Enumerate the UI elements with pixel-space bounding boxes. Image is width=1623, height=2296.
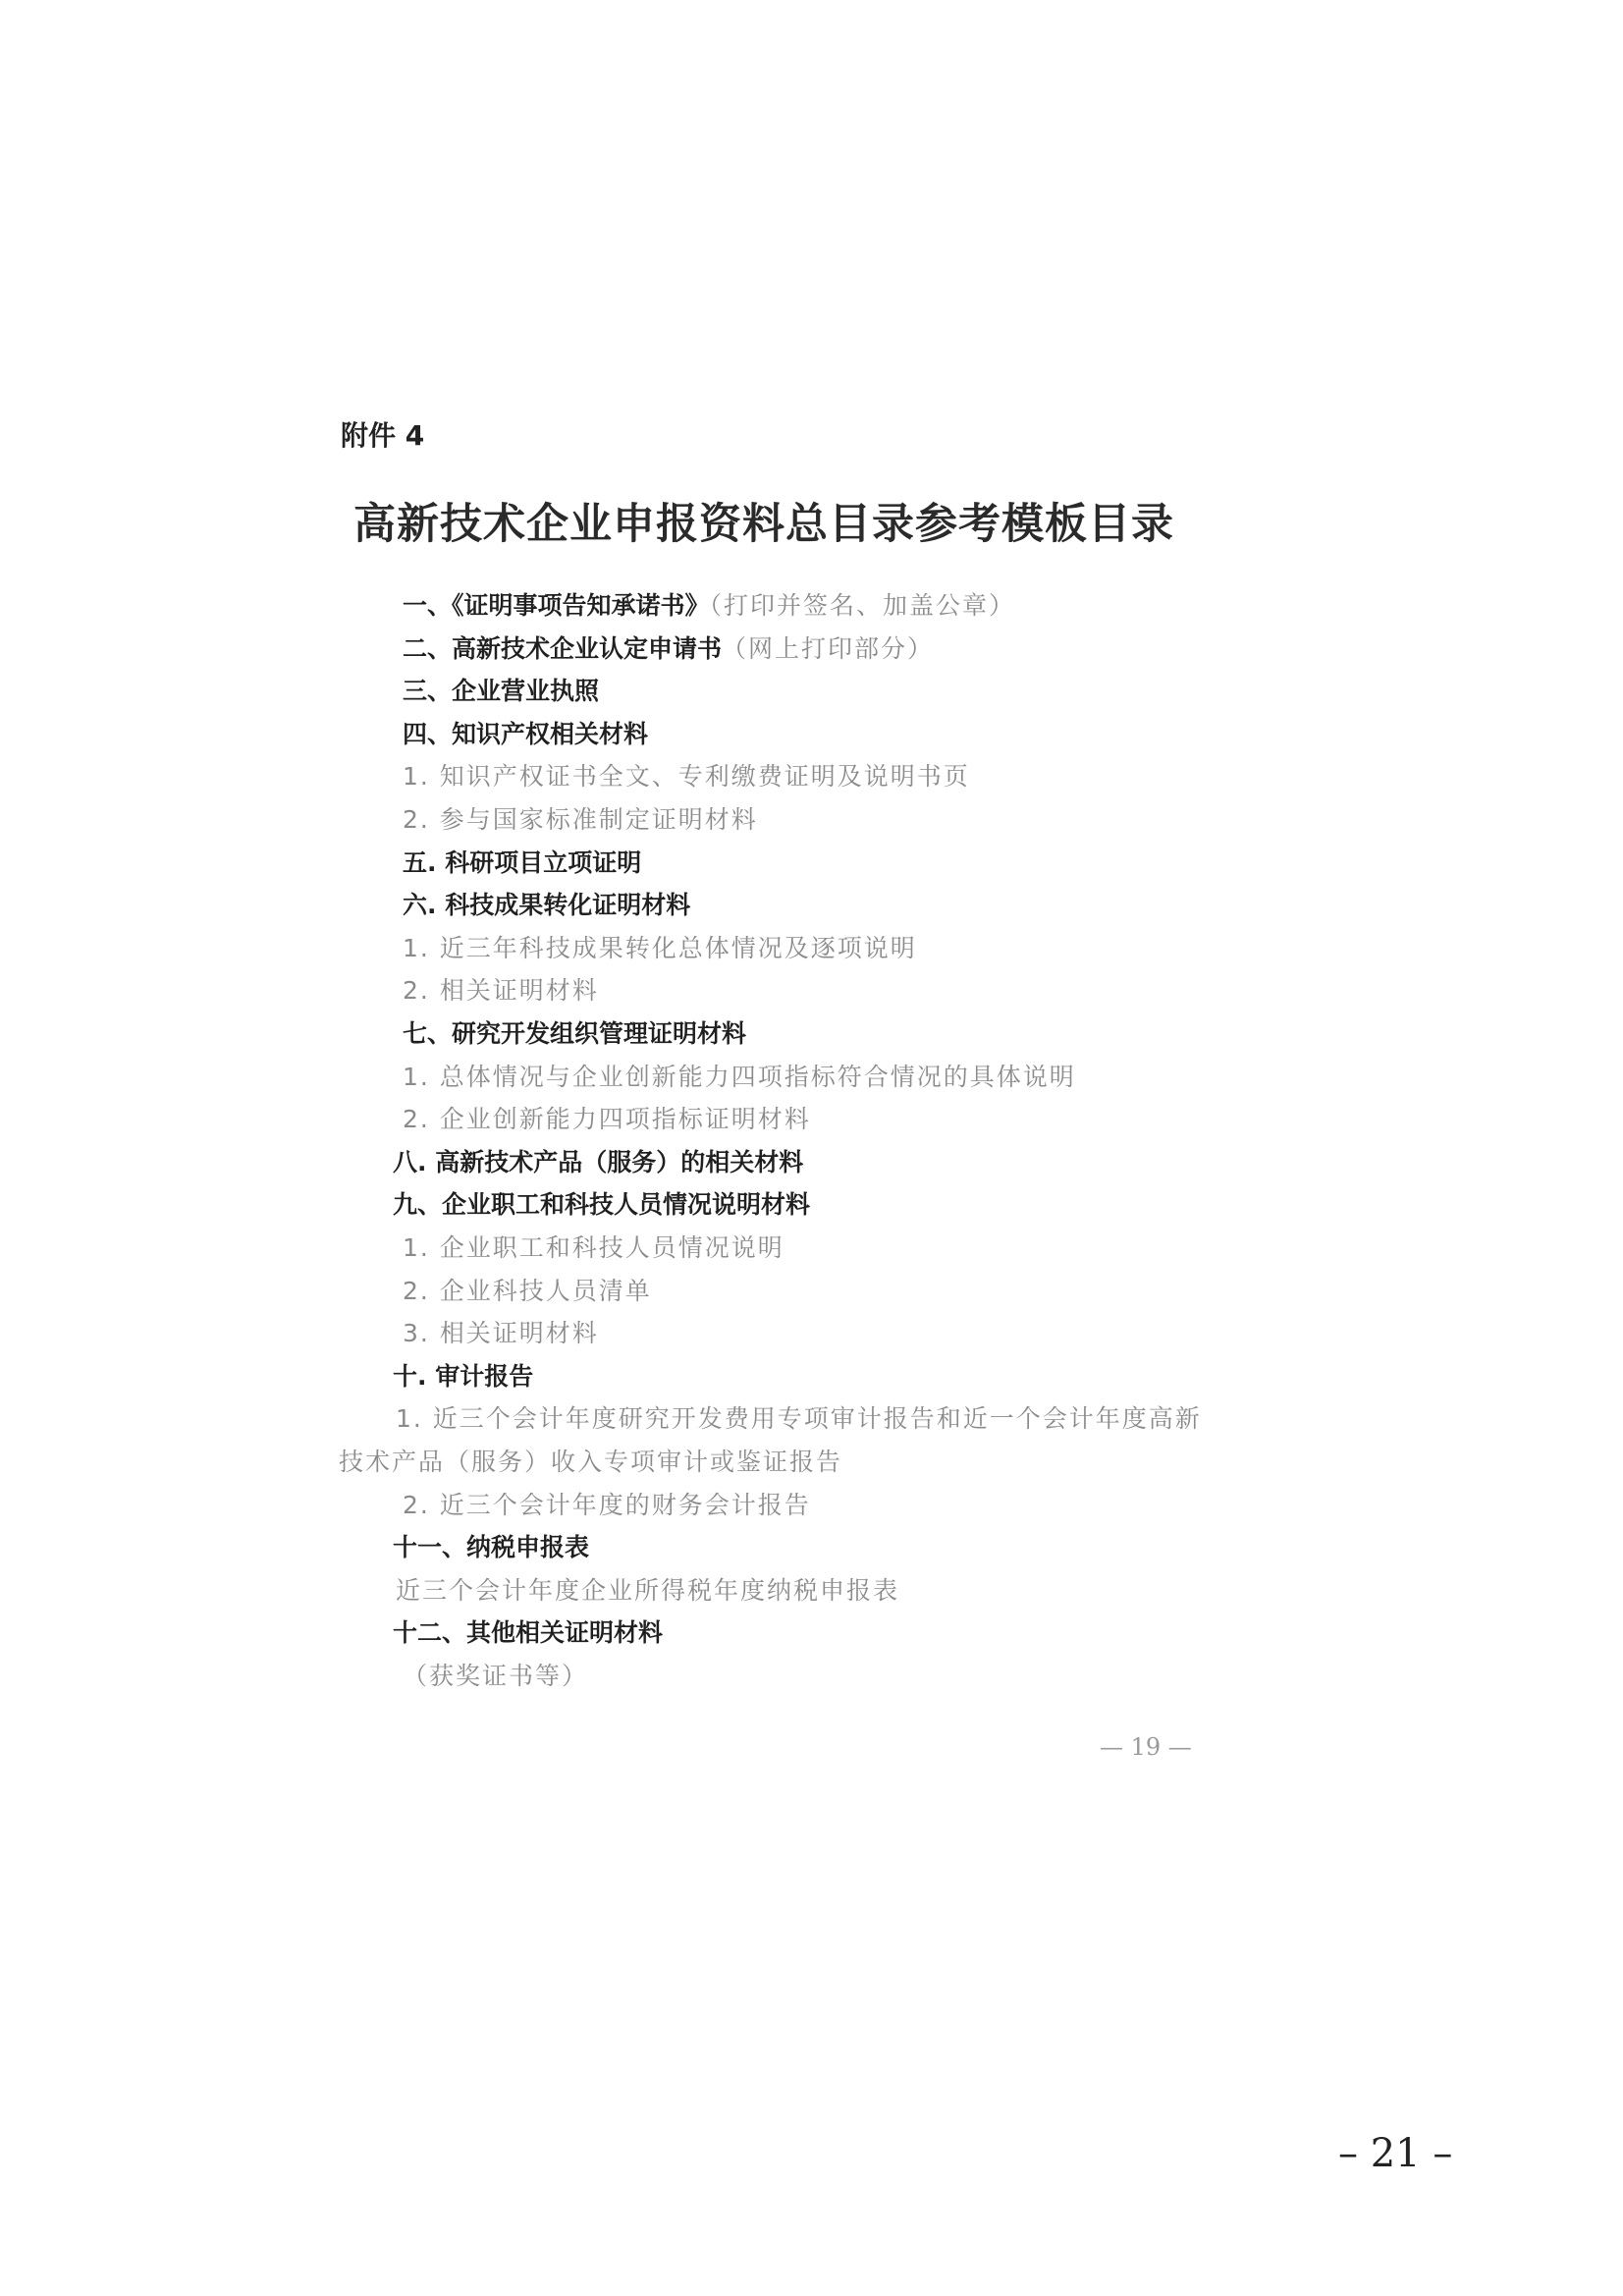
toc-heading <box>403 1019 746 1049</box>
toc-text: 2. 企业科技人员清单 <box>403 1277 652 1305</box>
toc-subitem <box>403 1319 599 1348</box>
toc-subitem <box>396 1576 899 1606</box>
toc-heading <box>403 720 648 749</box>
toc-text: 五. 科研项目立项证明 <box>403 848 642 877</box>
toc-heading <box>393 1148 803 1177</box>
toc-text: 六. 科技成果转化证明材料 <box>403 891 691 919</box>
toc-text: 一、《证明事项告知承诺书》 <box>403 591 710 620</box>
toc-text: 四、知识产权相关材料 <box>403 720 649 748</box>
attachment-label: 附件 4 <box>341 419 425 452</box>
toc-text: 2. 企业创新能力四项指标证明材料 <box>403 1105 811 1133</box>
toc-heading <box>393 1362 533 1392</box>
toc-note: （网上打印部分） <box>722 634 935 663</box>
toc-note: （打印并签名、加盖公章） <box>709 591 1016 620</box>
toc-text: 八. 高新技术产品（服务）的相关材料 <box>393 1148 804 1176</box>
toc-text: 十二、其他相关证明材料 <box>393 1618 664 1647</box>
toc-text: 九、企业职工和科技人员情况说明材料 <box>393 1190 811 1219</box>
toc-text: 1. 企业职工和科技人员情况说明 <box>403 1233 784 1262</box>
toc-subitem <box>403 762 970 792</box>
page-number: – 21 – <box>1338 2131 1453 2176</box>
toc-text: （获奖证书等） <box>403 1662 589 1690</box>
toc-heading <box>403 677 599 706</box>
toc-subitem <box>403 1063 1076 1092</box>
toc-text: 3. 相关证明材料 <box>403 1319 599 1347</box>
toc-heading <box>393 1190 810 1220</box>
toc-heading <box>403 634 934 664</box>
document-title: 高新技术企业申报资料总目录参考模板目录 <box>353 500 1174 549</box>
toc-text: 近三个会计年度企业所得税年度纳税申报表 <box>396 1576 900 1605</box>
toc-subitem <box>403 934 917 963</box>
toc-text: 十. 审计报告 <box>393 1362 534 1391</box>
toc-text: 二、高新技术企业认定申请书 <box>403 634 723 663</box>
toc-text: 2. 参与国家标准制定证明材料 <box>403 805 758 834</box>
toc-heading <box>403 591 1015 621</box>
toc-subitem <box>403 1233 784 1263</box>
toc-heading <box>393 1533 589 1562</box>
toc-heading <box>403 891 690 920</box>
toc-heading <box>393 1618 663 1648</box>
toc-heading <box>403 848 641 878</box>
toc-text: 1. 知识产权证书全文、专利缴费证明及说明书页 <box>403 762 970 791</box>
toc-subitem <box>403 976 599 1006</box>
toc-text: 2. 近三个会计年度的财务会计报告 <box>403 1491 811 1519</box>
toc-subitem <box>403 1105 811 1134</box>
toc-text: 十一、纳税申报表 <box>393 1533 590 1561</box>
toc-subitem <box>339 1448 842 1477</box>
inner-page-number: — 19 — <box>1100 1733 1192 1761</box>
toc-text: 技术产品（服务）收入专项审计或鉴证报告 <box>339 1448 843 1476</box>
toc-subitem <box>403 1277 652 1306</box>
toc-text: 三、企业营业执照 <box>403 677 600 705</box>
toc-text: 七、研究开发组织管理证明材料 <box>403 1019 747 1048</box>
toc-text: 1. 近三年科技成果转化总体情况及逐项说明 <box>403 934 917 962</box>
toc-subitem <box>403 1662 588 1691</box>
toc-text: 2. 相关证明材料 <box>403 976 599 1005</box>
toc-text: 1. 近三个会计年度研究开发费用专项审计报告和近一个会计年度高新 <box>396 1404 1202 1433</box>
toc-subitem <box>403 1491 811 1520</box>
toc-subitem <box>396 1404 1202 1434</box>
toc-text: 1. 总体情况与企业创新能力四项指标符合情况的具体说明 <box>403 1063 1076 1091</box>
toc-subitem <box>403 805 758 835</box>
